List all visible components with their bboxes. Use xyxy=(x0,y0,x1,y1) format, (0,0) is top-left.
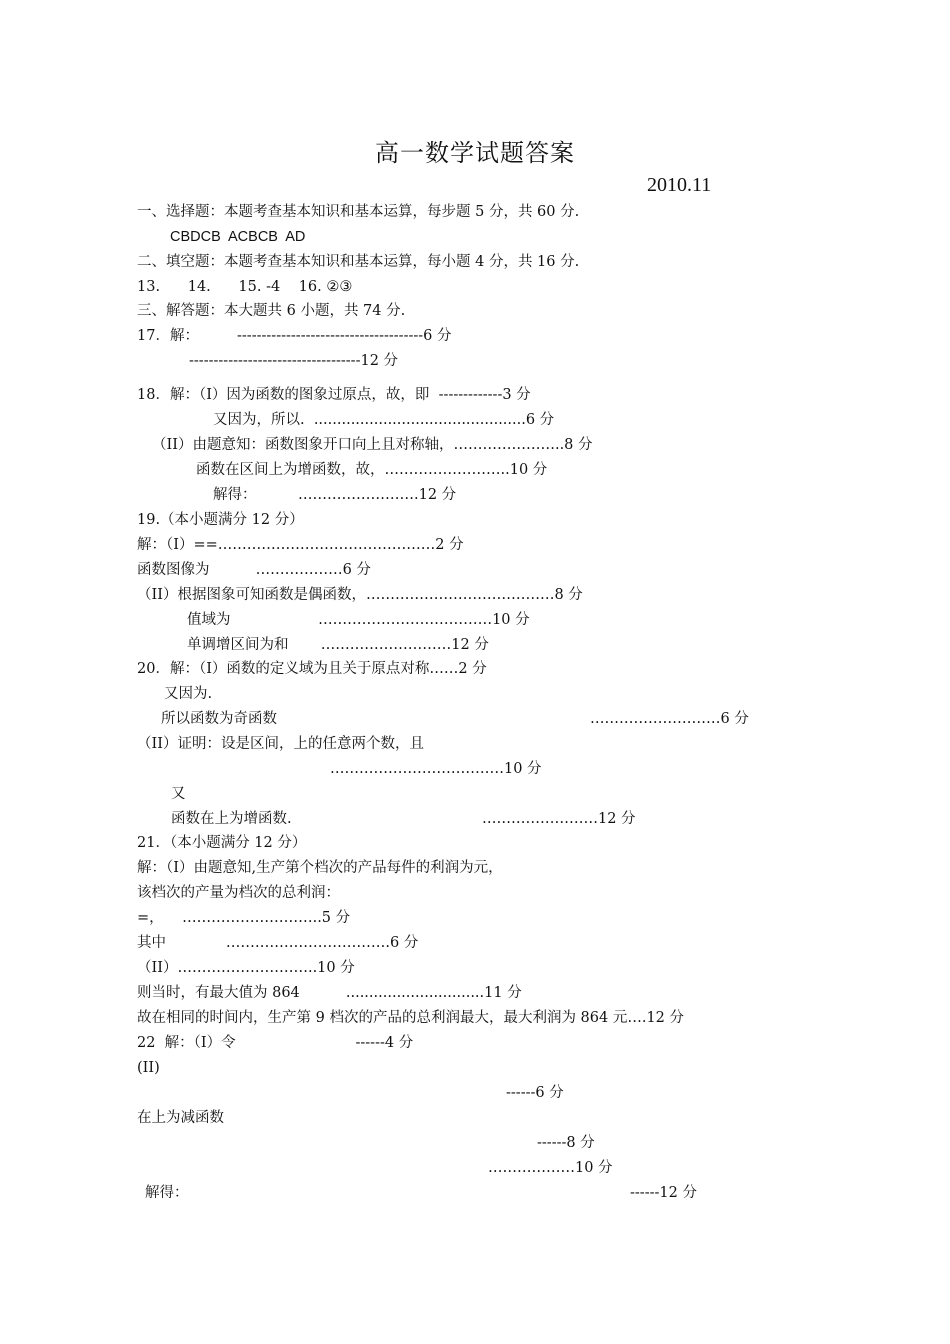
q20-score-12: ……………………12 分 xyxy=(482,811,636,827)
q18-line-1: 18．解：（I）因为函数的图象过原点，故，即 -------------3 分 xyxy=(137,387,531,403)
q20-line-2: 又因为. xyxy=(164,686,213,702)
q19-line-5: 单调增区间为和 ………………………12 分 xyxy=(187,637,489,653)
q19-line-3: （II）根据图象可知函数是偶函数，…………………………………8 分 xyxy=(137,587,583,603)
q18-line-3: （II）由题意知：函数图象开口向上且对称轴，…………………..8 分 xyxy=(152,437,593,453)
q20-line-3: 所以函数为奇函数 xyxy=(161,711,277,727)
q21-line-3: =， ………………………..5 分 xyxy=(137,910,351,926)
q18-line-2: 又因为，所以. ..............................................6 分 xyxy=(213,412,555,428)
q22-score-10: ………………10 分 xyxy=(488,1160,613,1176)
q21-line-2: 该档次的产量为档次的总利润： xyxy=(137,885,340,901)
document-date: 2010.11 xyxy=(647,174,712,196)
q19-line-4: 值域为 ………………………………10 分 xyxy=(187,612,530,628)
q22-line-1: 22 解：（I）令 ------4 分 xyxy=(137,1035,414,1051)
document-title: 高一数学试题答案 xyxy=(375,139,575,167)
q17-label: 17．解： xyxy=(137,328,199,344)
q20-line-4: （II）证明：设是区间，上的任意两个数，且 xyxy=(137,736,424,752)
q20-line-5: 又 xyxy=(171,786,186,802)
q21-line-7: 故在相同的时间内，生产第 9 档次的产品的总利润最大，最大利润为 864 元….12 分 xyxy=(137,1010,685,1026)
choice-answers: CBDCB ACBCB AD xyxy=(170,229,306,245)
q20-line-1: 20．解：（I）函数的定义域为且关于原点对称……2 分 xyxy=(137,661,487,677)
q22-line-3: 在上为减函数 xyxy=(137,1110,224,1126)
q21-heading: 21．（本小题满分 12 分） xyxy=(137,835,307,851)
q22-line-4: 解得： xyxy=(145,1185,189,1201)
q21-line-1: 解：（I）由题意知,生产第个档次的产品每件的利润为元， xyxy=(137,860,503,876)
q18-line-4: 函数在区间上为增函数，故，……………………..10 分 xyxy=(196,462,548,478)
q21-line-6: 则当时，有最大值为 864 ..............................11 分 xyxy=(137,985,522,1001)
q22-score-8: ------8 分 xyxy=(537,1135,595,1151)
q20-line-6: 函数在上为增函数. xyxy=(171,811,292,827)
q22-score-12: ------12 分 xyxy=(630,1185,697,1201)
q19-line-2: 函数图像为 ………………6 分 xyxy=(137,562,371,578)
section-2-heading: 二、填空题：本题考查基本知识和基本运算，每小题 4 分，共 16 分. xyxy=(137,254,580,270)
q20-score-10: ………………………………10 分 xyxy=(330,761,542,777)
q19-heading: 19.（本小题满分 12 分） xyxy=(137,512,304,528)
q17-score-12: -----------------------------------12 分 xyxy=(189,353,399,369)
section-1-heading: 一、选择题：本题考查基本知识和基本运算，每步题 5 分，共 60 分. xyxy=(137,204,580,220)
fill-answers: 13. 14. 15. -4 16. ②③ xyxy=(137,279,353,295)
q20-score-6: ………………………6 分 xyxy=(590,711,749,727)
q22-line-2: (II) xyxy=(137,1060,160,1076)
q21-line-4: 其中 …………………………….6 分 xyxy=(137,935,419,951)
q18-line-5: 解得： …………………….12 分 xyxy=(213,487,457,503)
q19-line-1: 解：（I）==………………………………………2 分 xyxy=(137,537,464,553)
section-3-heading: 三、解答题：本大题共 6 小题，共 74 分. xyxy=(137,303,406,319)
q17-score-6: --------------------------------------6 分 xyxy=(237,328,452,344)
q22-score-6: ------6 分 xyxy=(506,1085,564,1101)
q21-line-5: （II）………………………..10 分 xyxy=(137,960,355,976)
